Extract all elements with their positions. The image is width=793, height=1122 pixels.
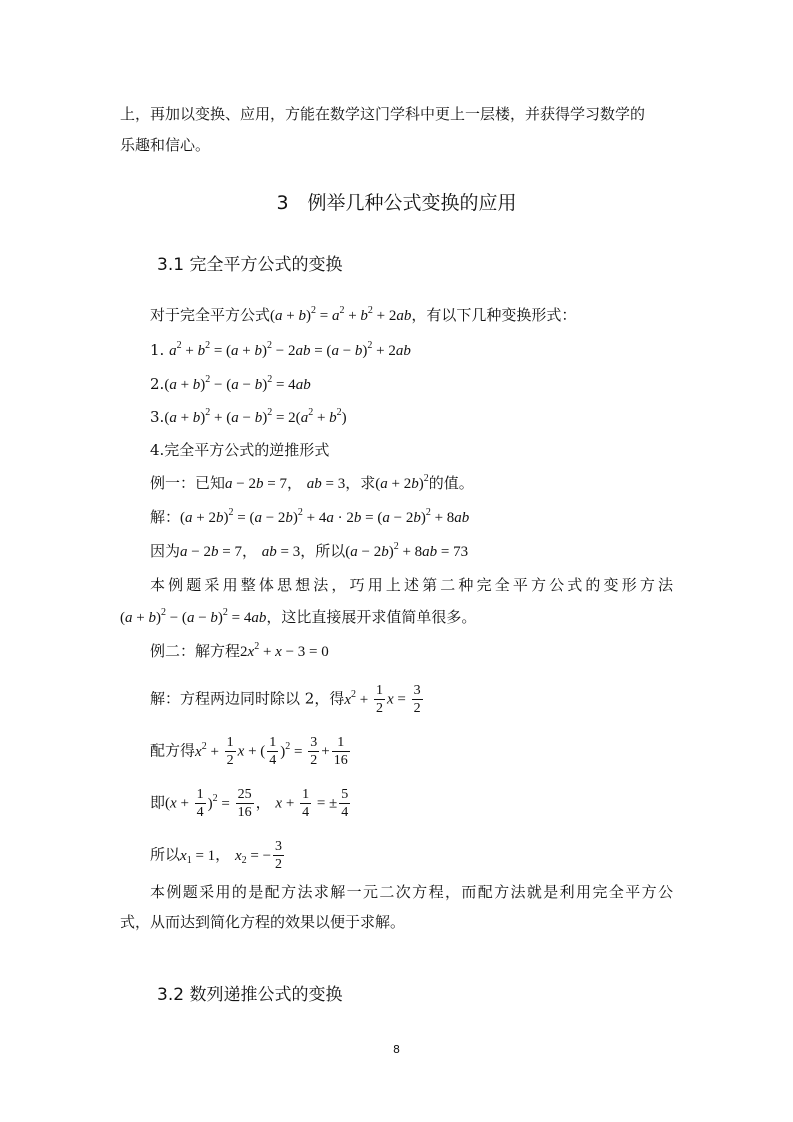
intro-line-1: 上，再加以变换、应用，方能在数学这门学科中更上一层楼，并获得学习数学的 <box>120 105 646 123</box>
page-number: 8 <box>393 1043 400 1056</box>
comment-1-line-2: $(a + b)^2 - (a - b)^2 = 4ab$，这比直接展开求值简单很多。 <box>120 607 477 626</box>
solution-2-complete-square: 配方得$x^2$ + $\frac{1}{2}$ x + ( $\frac{1}{4}$ )$^2$ = $\frac{3}{2}$ + $\frac{1}{16}$ <box>150 735 348 768</box>
comment-1-line-1: 本例题采用整体思想法，巧用上述第二种完全平方公式的变形方法 <box>150 576 673 594</box>
solution-2-step-2: 即(x + $\frac{1}{4}$ )$^2$ = $\frac{25}{16}$ ， x + $\frac{1}{4}$ = ± $\frac{5}{4}$ <box>150 787 349 820</box>
example-2: 例二：解方程$2x^2 + x - 3 = 0$ <box>150 641 329 660</box>
comment-2-line-2: 式，从而达到简化方程的效果以便于求解。 <box>120 913 406 931</box>
transform-item-4: 4.完全平方公式的逆推形式 <box>150 441 330 459</box>
section-3-1-heading: 3.1 完全平方公式的变换 <box>157 255 343 275</box>
transform-item-3: $3.(a + b)^2 + (a - b)^2 = 2(a^2 + b^2)$ <box>150 407 347 426</box>
intro-line-2: 乐趣和信心。 <box>120 136 211 154</box>
section-3-heading: 3 例举几种公式变换的应用 <box>276 192 517 214</box>
comment-2-line-1: 本例题采用的是配方法求解一元二次方程，而配方法就是利用完全平方公 <box>150 883 673 901</box>
transform-item-1: 1. $a^2 + b^2 = (a + b)^2 - 2ab = (a - b)^2 + 2ab$ <box>150 340 411 359</box>
example-1: 例一：已知a − 2b = 7， ab = 3，求$(a + 2b)^2$的值。 <box>150 473 474 492</box>
transform-item-2: $2.(a + b)^2 - (a - b)^2 = 4ab$ <box>150 374 311 393</box>
formula-intro: 对于完全平方公式$(a + b)^2 = a^2 + b^2 + 2ab$，有以下几种变换形式： <box>150 305 577 324</box>
solution-2-step-1: 解：方程两边同时除以 2，得$x^2$ + $\frac{1}{2}$ x = $\frac{3}{2}$ <box>150 683 421 716</box>
section-3-2-heading: 3.2 数列递推公式的变换 <box>157 985 343 1005</box>
solution-2-result: 所以$x_1 = 1$， $x_2$ = − $\frac{3}{2}$ <box>150 839 283 872</box>
solution-1-result: 因为a − 2b = 7， ab = 3，所以$(a - 2b)^2 + 8ab = 73$ <box>150 541 469 560</box>
solution-1: 解：$(a + 2b)^2 = (a - 2b)^2 + 4a \cdot 2b = (a - 2b)^2 + 8ab$ <box>150 507 470 526</box>
